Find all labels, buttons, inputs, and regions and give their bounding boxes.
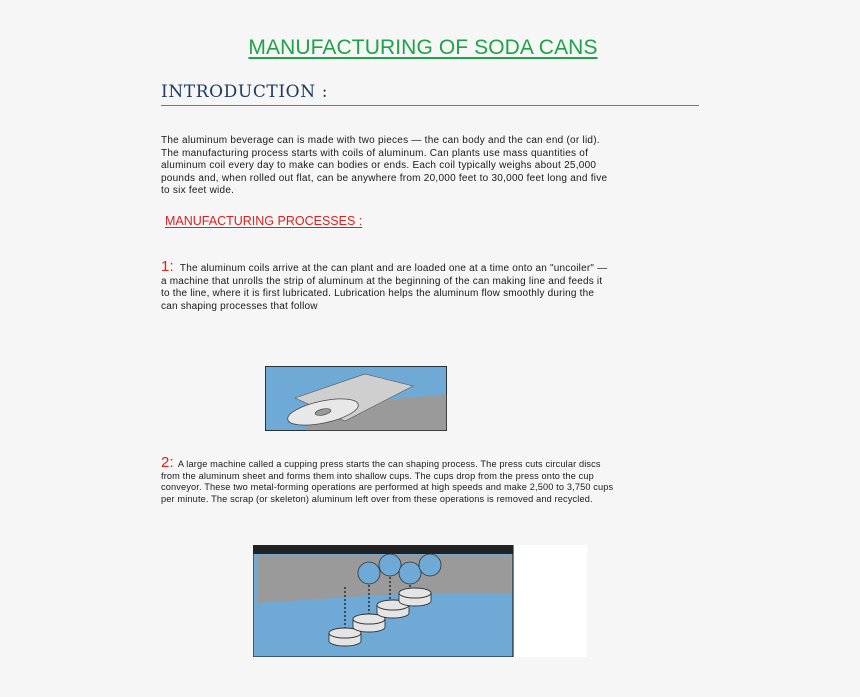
intro-line: pounds and, when rolled out flat, can be anywhere from 20,000 feet to 30,000 feet long and five (161, 172, 608, 184)
step-text: A large machine called a cupping press starts the can shaping process. The press cuts circular discs (177, 459, 601, 469)
step-text: The aluminum coils arrive at the can plant and are loaded one at a time onto an "uncoiler" — (179, 263, 608, 274)
step-line: can shaping processes that follow (161, 300, 318, 312)
processes-heading: MANUFACTURING PROCESSES : (165, 214, 363, 228)
intro-line: to six feet wide. (161, 185, 235, 196)
process-step-1 (161, 258, 698, 313)
cupping-press-illustration (253, 545, 587, 657)
process-step-2 (161, 454, 698, 505)
step-number: 2: (161, 454, 174, 471)
step-number: 1: (161, 258, 174, 275)
step-line: per minute. The scrap (or skeleton) aluminum left over from these operations is removed and recycled. (161, 493, 593, 504)
intro-line: The manufacturing process starts with coils of aluminum. Can plants use mass quantities of (161, 147, 589, 159)
step-line: to the line, where it is first lubricated. Lubrication helps the aluminum flow smoothly during the (161, 288, 595, 299)
intro-line: aluminum coil every day to make can bodies or ends. Each coil typically weighs about 25,000 (161, 160, 597, 171)
page-title: MANUFACTURING OF SODA CANS (248, 36, 598, 59)
introduction-paragraph (161, 135, 697, 198)
introduction-heading: INTRODUCTION : (161, 82, 329, 102)
intro-line: The aluminum beverage can is made with two pieces — the can body and the can end (or lid). (161, 135, 600, 146)
step-line: conveyor. These two metal-forming operations are performed at high speeds and make 2,500 to 3,750 cups (161, 482, 614, 493)
step-line: from the aluminum sheet and forms them into shallow cups. The cups drop from the press onto the cup (161, 470, 594, 481)
step-line (161, 454, 698, 471)
step-line (161, 258, 698, 276)
step-line: a machine that unrolls the strip of aluminum at the beginning of the can making line and feeds it (161, 275, 603, 287)
heading-divider (161, 105, 699, 106)
aluminum-coil-illustration (265, 366, 447, 431)
